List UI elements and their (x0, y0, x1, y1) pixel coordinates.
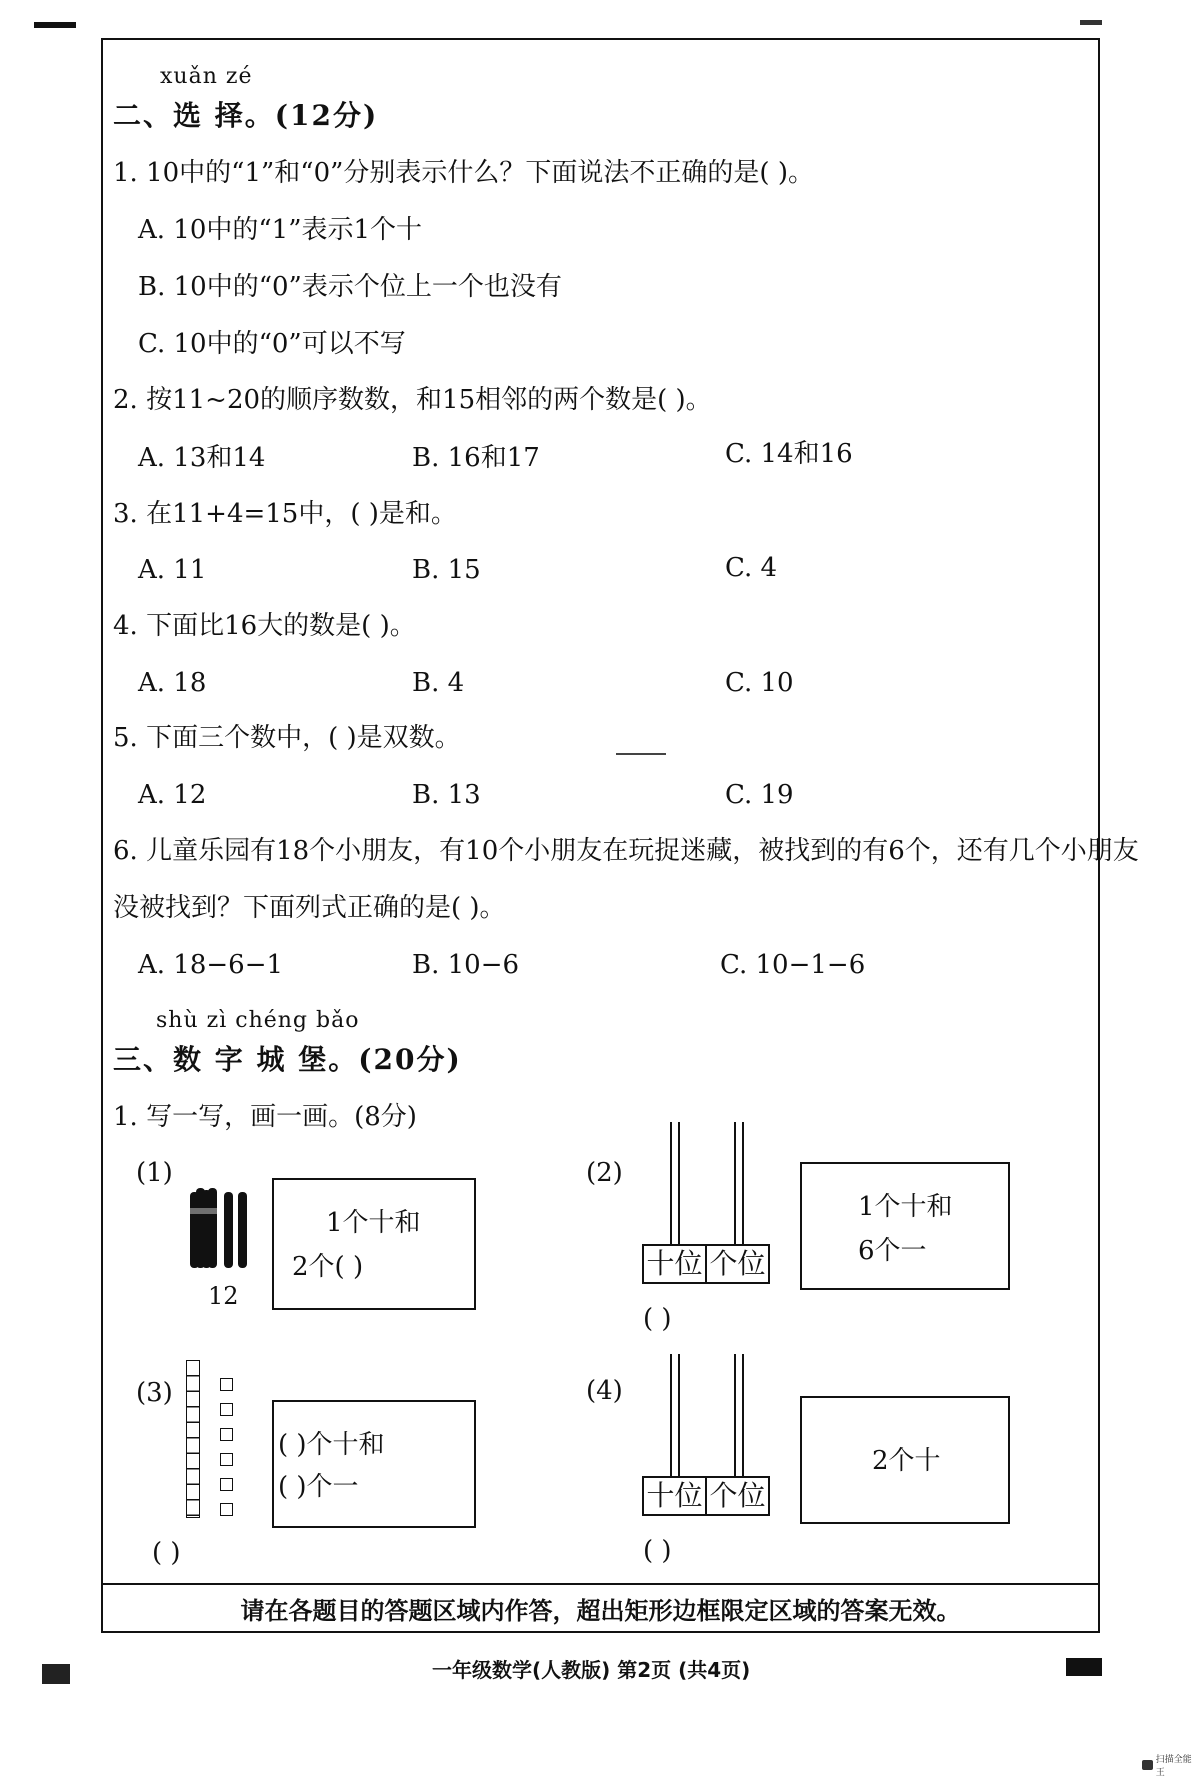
abacus-rod-ones-2 (742, 1122, 744, 1246)
abacus-rod-tens-2 (678, 1122, 680, 1246)
scanner-label: 扫描全能王 (1155, 1755, 1192, 1778)
item1-number: (1) (136, 1158, 173, 1188)
scanner-watermark (1142, 1752, 1200, 1778)
footer-mark-right (1066, 1658, 1102, 1676)
notice-bar (103, 1583, 1098, 1631)
abacus4-rod-ones (734, 1354, 736, 1478)
tens-place-label: 十位 (646, 1479, 703, 1512)
stray-mark (616, 753, 666, 755)
q5-option-a: A. 12 (138, 780, 207, 810)
abacus-base (642, 1244, 770, 1284)
item4-line1: 2个十 (872, 1446, 941, 1476)
q3-option-b: B. 15 (412, 555, 481, 585)
abacus-rod-tens (670, 1122, 672, 1246)
q6-option-c: C. 10−1−6 (720, 950, 866, 980)
item3-number: (3) (136, 1378, 173, 1408)
abacus4-rod-tens (670, 1354, 672, 1478)
item3-line1[interactable]: ( )个十和 (278, 1430, 385, 1460)
q5-option-b: B. 13 (412, 780, 481, 810)
item2-description-box (800, 1162, 1010, 1290)
q6-option-b: B. 10−6 (412, 950, 520, 980)
section3-pinyin: shù zì chéng bǎo (156, 1008, 360, 1033)
q2-option-a: A. 13和14 (138, 443, 266, 473)
section3-q1-stem: 1. 写一写，画一画。(8分) (113, 1102, 417, 1132)
q4-option-a: A. 18 (138, 668, 207, 698)
ones-place-label: 个位 (705, 1478, 768, 1514)
q1-stem: 1. 10中的“1”和“0”分别表示什么？下面说法不正确的是( )。 (113, 158, 814, 188)
tens-place-label: 十位 (646, 1247, 703, 1280)
q3-option-a: A. 11 (138, 555, 207, 585)
section3-title: 三、数 字 城 堡。(20分) (113, 1043, 462, 1076)
q4-option-c: C. 10 (725, 668, 794, 698)
item1-line1: 1个十和 (326, 1208, 421, 1238)
q3-option-c: C. 4 (725, 553, 778, 583)
q6-stem-line1: 6. 儿童乐园有18个小朋友，有10个小朋友在玩捉迷藏，被找到的有6个，还有几个小朋友 (113, 836, 1139, 866)
footer-mark-left (42, 1664, 70, 1684)
q1-option-c: C. 10中的“0”可以不写 (138, 329, 406, 359)
item3-answer-box (272, 1400, 476, 1528)
corner-mark-top-left (34, 22, 76, 28)
q3-stem: 3. 在11+4=15中，( )是和。 (113, 499, 457, 529)
item2-answer-blank[interactable]: ( ) (643, 1304, 672, 1334)
item2-line1: 1个十和 (858, 1192, 953, 1222)
q2-option-c: C. 14和16 (725, 439, 853, 469)
abacus4-rod-ones-2 (742, 1354, 744, 1478)
q6-stem-line2: 没被找到？下面列式正确的是( )。 (113, 893, 506, 923)
item4-answer-blank[interactable]: ( ) (643, 1536, 672, 1566)
item2-number: (2) (586, 1158, 623, 1188)
section2-pinyin: xuǎn zé (160, 64, 253, 89)
page-footer: 一年级数学(人教版) 第2页 (共4页) (432, 1658, 751, 1682)
item3-answer-blank[interactable]: ( ) (152, 1538, 181, 1568)
q2-stem: 2. 按11~20的顺序数数，和15相邻的两个数是( )。 (113, 385, 712, 415)
q5-option-c: C. 19 (725, 780, 794, 810)
q6-option-a: A. 18−6−1 (138, 950, 284, 980)
abacus-rod-ones (734, 1122, 736, 1246)
scanner-logo-icon (1142, 1760, 1153, 1770)
ones-place-label: 个位 (705, 1246, 768, 1282)
corner-mark-top-right (1080, 20, 1102, 25)
stick-count-label: 12 (208, 1282, 239, 1310)
item2-line2: 6个一 (858, 1236, 927, 1266)
q2-option-b: B. 16和17 (412, 443, 540, 473)
abacus4-base (642, 1476, 770, 1516)
q1-option-a: A. 10中的“1”表示1个十 (138, 215, 423, 245)
item3-line2[interactable]: ( )个一 (278, 1472, 359, 1502)
ten-rod-blocks-image (186, 1360, 246, 1520)
q4-stem: 4. 下面比16大的数是( )。 (113, 611, 416, 641)
q5-stem: 5. 下面三个数中，( )是双数。 (113, 723, 461, 753)
item1-answer-box (272, 1178, 476, 1310)
q1-option-b: B. 10中的“0”表示个位上一个也没有 (138, 272, 562, 302)
item4-description-box (800, 1396, 1010, 1524)
item1-line2[interactable]: 2个( ) (292, 1252, 364, 1282)
notice-text: 请在各题目的答题区域内作答，超出矩形边框限定区域的答案无效。 (240, 1596, 961, 1625)
q4-option-b: B. 4 (412, 668, 465, 698)
section2-title: 二、选 择。(12分) (113, 99, 379, 132)
stick-bundle-image (188, 1188, 252, 1270)
item4-number: (4) (586, 1376, 623, 1406)
abacus4-rod-tens-2 (678, 1354, 680, 1478)
